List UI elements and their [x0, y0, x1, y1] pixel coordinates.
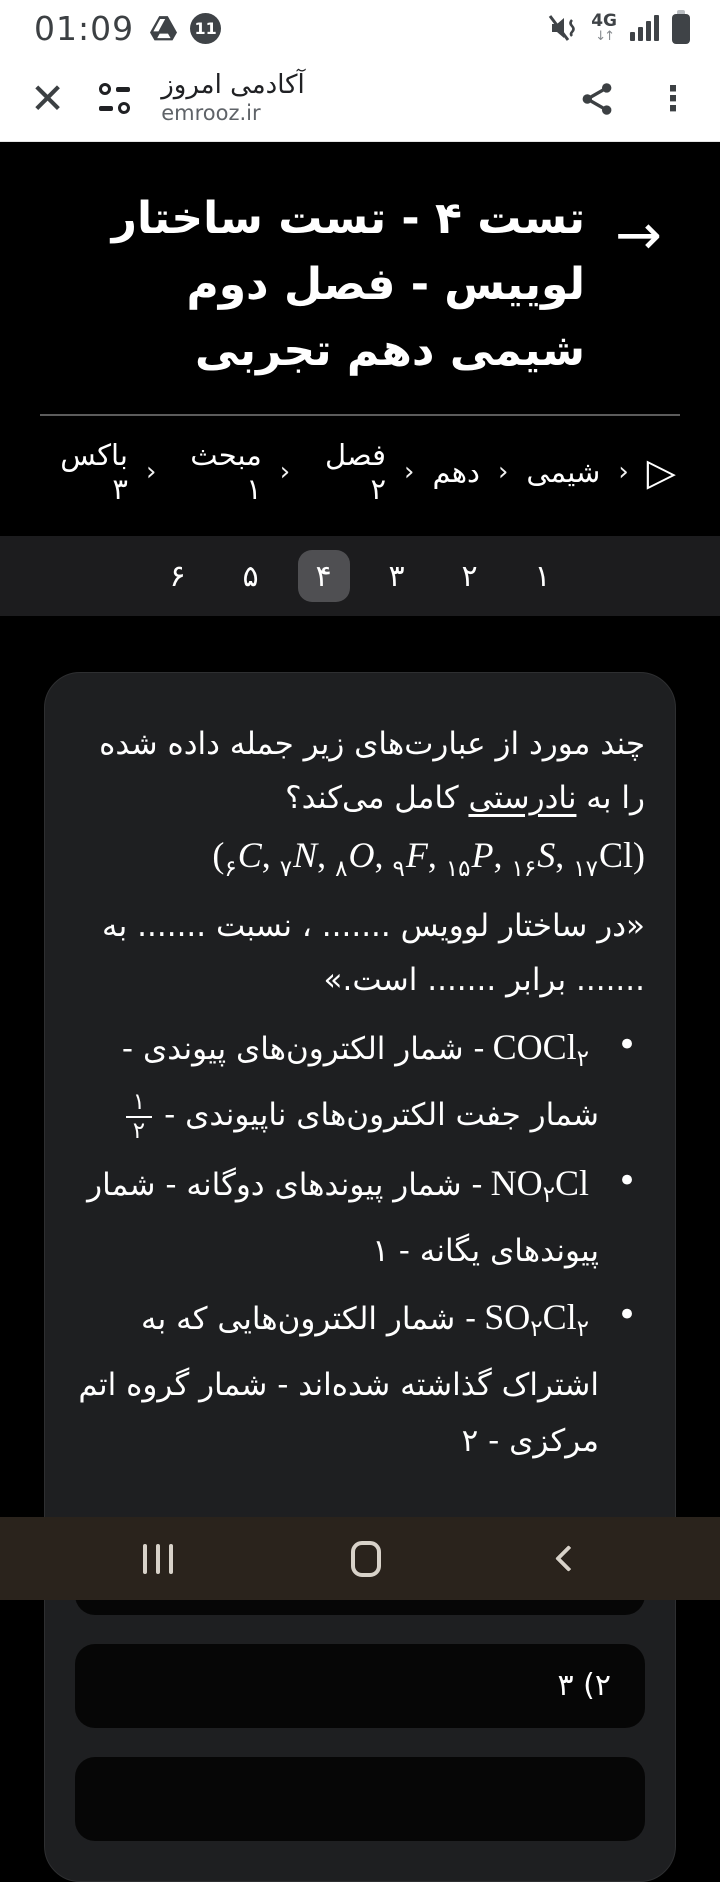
element-symbol: $_{۱۶}$S, [511, 835, 574, 882]
fraction: $\frac{۱}{۲}$ [126, 1089, 152, 1145]
chemical-formula: $SO_۲Cl_۲$ [484, 1296, 589, 1342]
element-symbol: $_۷$N, [279, 835, 336, 882]
question-number-tabs [0, 536, 720, 616]
breadcrumb-item[interactable]: فصل ۲ [325, 438, 387, 506]
site-url: emrooz.ir [161, 101, 261, 126]
mute-vibrate-icon [548, 14, 578, 42]
element-symbol: $_۶$C, [224, 835, 280, 882]
question-card [44, 672, 676, 1882]
status-bar [0, 0, 720, 56]
answer-option-partial[interactable] [75, 1757, 645, 1841]
chevron-left-icon: ‹ [497, 457, 509, 487]
question-tab[interactable]: ۲ [461, 558, 478, 594]
element-symbol: $_{۱۵}$P, [445, 835, 512, 882]
chemical-formula: COCl$_۲$ [492, 1027, 589, 1072]
notification-badge: 11 [190, 13, 221, 44]
question-bullet [75, 1155, 645, 1279]
chevron-left-icon: ‹ [404, 457, 415, 487]
elements-line: ($_۶C$, $_۷$N, $_۸$O, $_۹$F, $_{۱۵}$P, $_{۱۶}$S, $_{۱۷}$Cl) [212, 835, 645, 882]
question-tab[interactable]: ۶ [169, 558, 186, 594]
breadcrumb-item[interactable]: دهم [432, 455, 480, 489]
chevron-left-icon: ‹ [279, 457, 291, 487]
status-notifications [150, 13, 221, 44]
bullet-text: - شمار الکترون‌های پیوندی - شمار جفت الکترون‌های ناپیوندی - [121, 1031, 599, 1133]
chevron-left-icon: ‹ [618, 457, 629, 487]
close-icon[interactable]: ✕ [30, 73, 66, 123]
play-icon[interactable]: ▷ [646, 450, 676, 494]
question-tab[interactable]: ۱ [534, 558, 551, 594]
page-title: تست ۴ - تست ساختار لوییس - فصل دوم شیمی دهم تجربی [111, 193, 586, 376]
breadcrumb-item[interactable]: مبحث ۱ [190, 438, 262, 506]
network-type-icon: 4G ↓↑ [591, 11, 617, 44]
overflow-menu-icon[interactable]: ⋮ [656, 78, 690, 119]
browser-header [0, 56, 720, 142]
answer-option[interactable]: ۲) ۳ [75, 1644, 645, 1728]
question-bullet [75, 1019, 645, 1145]
site-favicon-icon [99, 79, 141, 119]
element-symbol: $_{۱۷}$Cl [573, 835, 633, 882]
question-intro: چند مورد از عبارت‌های زیر جمله داده شده را به نادرستی کامل می‌کند؟ [99, 726, 645, 816]
breadcrumb-items [44, 438, 631, 506]
question-bullets [75, 1019, 645, 1469]
spacer [0, 616, 720, 672]
breadcrumb-item[interactable]: باکس ۳ [60, 438, 128, 506]
element-symbol: $_۸$O, [335, 835, 393, 882]
lesson-section [0, 142, 720, 536]
breadcrumb [0, 416, 720, 536]
question-statement: «در ساختار لوویس ....... ، نسبت ....... به ....... برابر ....... است.» [102, 908, 645, 998]
site-title: آکادمی امروز [161, 70, 305, 101]
back-arrow-icon[interactable]: → [615, 203, 662, 268]
question-tab[interactable]: ۴ [298, 550, 350, 602]
bullet-text: - شمار پیوندهای دوگانه - شمار پیوندهای یگانه - ۱ [87, 1166, 599, 1269]
question-tab[interactable]: ۳ [388, 558, 405, 594]
home-icon[interactable] [351, 1541, 381, 1577]
question-bullet [75, 1289, 645, 1469]
breadcrumb-item[interactable]: شیمی [526, 455, 601, 489]
element-symbol: $_۹$F, [392, 835, 446, 882]
element-list [224, 835, 633, 882]
back-icon[interactable] [555, 1545, 582, 1572]
status-right-icons [548, 12, 690, 44]
battery-icon [672, 14, 690, 44]
chevron-left-icon: ‹ [145, 457, 157, 487]
android-nav-bar [0, 1517, 720, 1600]
site-info[interactable] [161, 71, 305, 125]
recents-icon[interactable] [143, 1544, 173, 1574]
chemical-formula: $NO_۲Cl$ [490, 1162, 589, 1208]
underlined-word: نادرستی [468, 780, 577, 816]
question-tab[interactable]: ۵ [242, 558, 259, 594]
share-icon[interactable] [580, 81, 614, 117]
bullet-text: - شمار الکترون‌هایی که به اشتراک گذاشته شده‌اند - شمار گروه اتم مرکزی - ۲ [78, 1300, 599, 1459]
status-time: 01:09 [34, 8, 135, 48]
signal-bars-icon [630, 15, 659, 41]
drive-notification-icon [150, 16, 177, 41]
